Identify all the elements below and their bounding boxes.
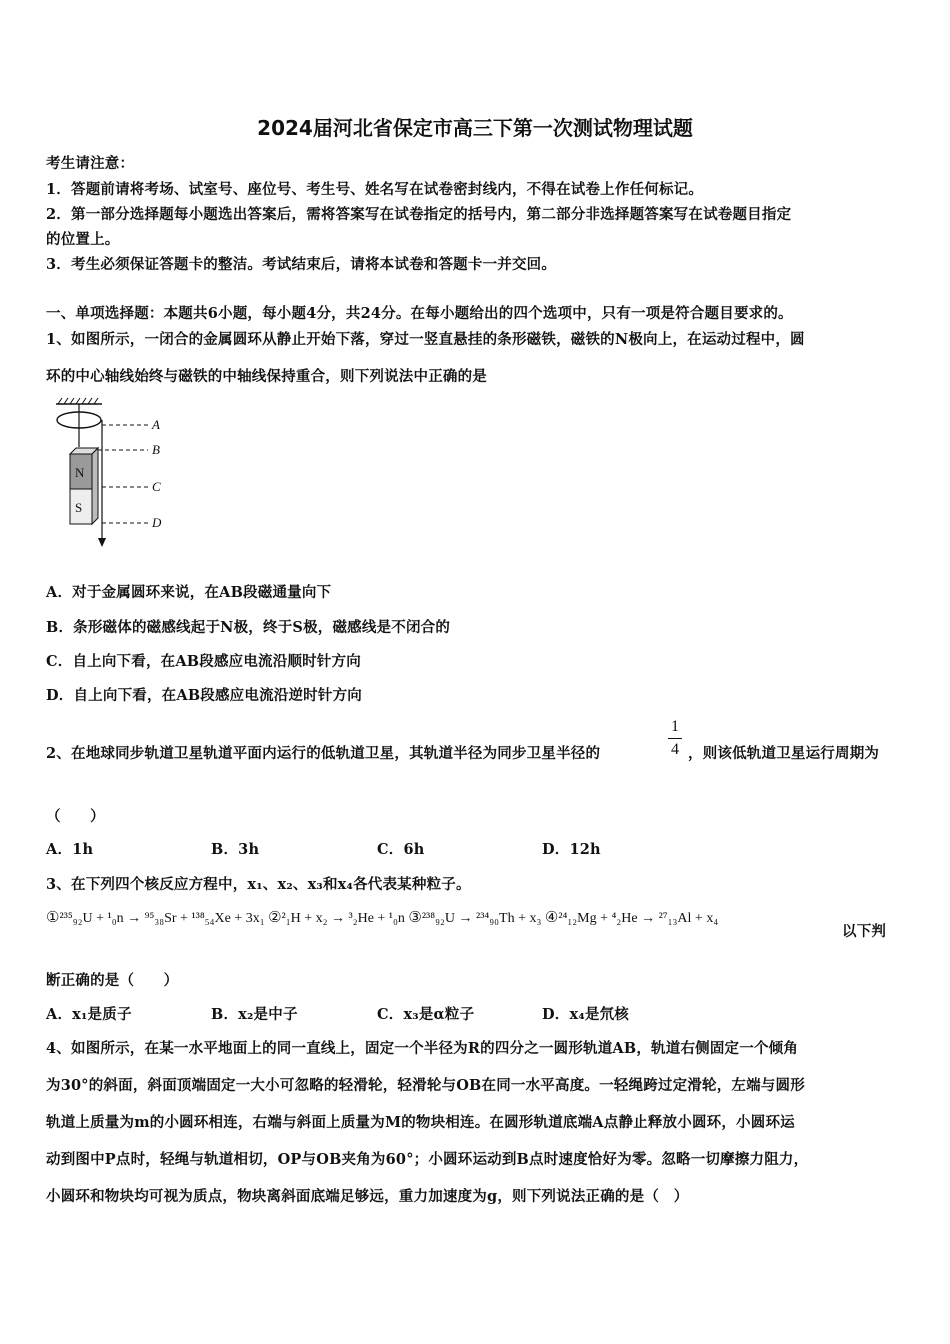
q2-option-c: C．6h [377, 841, 425, 858]
q4-line3: 轨道上质量为m的小圆环相连，右端与斜面上质量为M的物块相连。在圆形轨道底端A点静止释放小圆环，小圆环运 [46, 1114, 795, 1131]
page-title: 2024届河北省保定市高三下第一次测试物理试题 [257, 116, 693, 140]
q3-option-a: A．x₁是质子 [46, 1006, 132, 1023]
q4-line5: 小圆环和物块均可视为质点，物块离斜面底端足够远，重力加速度为g，则下列说法正确的是（ ） [46, 1188, 689, 1205]
label-b: B [152, 442, 160, 457]
eq1-num: ① [46, 910, 60, 926]
q3-stem-cont: 断正确的是（ ） [46, 972, 179, 989]
eq4-num: ④ [544, 910, 559, 926]
q3-option-b: B．x₂是中子 [211, 1006, 298, 1023]
q1-option-c: C．自上向下看，在AB段感应电流沿顺时针方向 [46, 653, 361, 670]
eq3-num: ③ [408, 910, 422, 926]
eq4-body: ²⁴₁₂Mg + ⁴₂He → ²⁷₁₃Al + x₄ [558, 911, 719, 926]
q2-frac-num: 1 [671, 718, 679, 735]
q2-option-b: B．3h [211, 841, 260, 858]
q2-frac-den: 4 [671, 741, 679, 758]
notice-item-3: 3．考生必须保证答题卡的整洁。考试结束后，请将本试卷和答题卡一并交回。 [46, 256, 557, 273]
label-a: A [152, 417, 160, 432]
q1-stem-line1: 1、如图所示，一闭合的金属圆环从静止开始下落，穿过一竖直悬挂的条形磁铁，磁铁的N极向上，在运动过程中，圆 [46, 331, 805, 348]
q4-line4: 动到图中P点时，轻绳与轨道相切，OP与OB夹角为60°；小圆环运动到B点时速度恰好为零。忽略一切摩擦力阻力， [46, 1151, 809, 1168]
eq3-body: ²³⁸₉₂U → ²³⁴₉₀Th + x₃ [421, 911, 542, 926]
q3-equations [46, 908, 718, 927]
q1-option-a: A．对于金属圆环来说，在AB段磁通量向下 [46, 584, 332, 601]
q2-option-d: D．12h [542, 841, 601, 858]
eq1-body: ²³⁵₉₂U + ¹₀n → ⁹⁵₃₈Sr + ¹³⁸₅₄Xe + 3x₁ [59, 911, 265, 926]
label-c: C [152, 479, 161, 494]
q1-stem-line2: 环的中心轴线始终与磁铁的中轴线保持重合，则下列说法中正确的是 [46, 368, 487, 385]
notice-item-1: 1．答题前请将考场、试室号、座位号、考生号、姓名写在试卷密封线内，不得在试卷上作任何标记。 [46, 181, 704, 198]
q3-option-c: C．x₃是α粒子 [377, 1006, 475, 1023]
q2-stem-end: ，则该低轨道卫星运行周期为 [688, 745, 880, 762]
q2-stem: 2、在地球同步轨道卫星轨道平面内运行的低轨道卫星，其轨道半径为同步卫星半径的 [46, 745, 601, 762]
magnet-ring-figure [44, 392, 174, 552]
section-heading: 一、单项选择题：本题共6小题，每小题4分，共24分。在每小题给出的四个选项中，只有一项是符合题目要求的。 [46, 305, 793, 322]
eq2-body: ²₁H + x₂ → ³₂He + ¹₀n [281, 911, 405, 926]
q3-tail: 以下判 [842, 923, 887, 940]
q1-option-b: B．条形磁体的磁感线起于N极，终于S极，磁感线是不闭合的 [46, 619, 451, 636]
q4-line2: 为30°的斜面，斜面顶端固定一大小可忽略的轻滑轮，轻滑轮与OB在同一水平高度。一轻绳跨过定滑轮，左端与圆形 [46, 1077, 805, 1094]
label-d: D [152, 515, 162, 530]
notice-heading: 考生请注意： [46, 155, 135, 172]
eq2-num: ② [268, 910, 282, 926]
notice-item-2-cont: 的位置上。 [46, 231, 120, 248]
notice-item-2: 2．第一部分选择题每小题选出答案后，需将答案写在试卷指定的括号内，第二部分非选择题答案写在试卷题目指定 [46, 206, 792, 223]
q2-fraction [668, 718, 682, 759]
label-n: N [75, 465, 85, 480]
label-s: S [75, 500, 83, 515]
q4-line1: 4、如图所示，在某一水平地面上的同一直线上，固定一个半径为R的四分之一圆形轨道AB，轨道右侧固定一个倾角 [46, 1040, 799, 1057]
q2-paren: （ ） [46, 808, 105, 825]
q1-option-d: D．自上向下看，在AB段感应电流沿逆时针方向 [46, 687, 362, 704]
q2-option-a: A．1h [46, 841, 94, 858]
q3-option-d: D．x₄是氘核 [542, 1006, 629, 1023]
q3-stem: 3、在下列四个核反应方程中，x₁、x₂、x₃和x₄各代表某种粒子。 [46, 876, 471, 893]
